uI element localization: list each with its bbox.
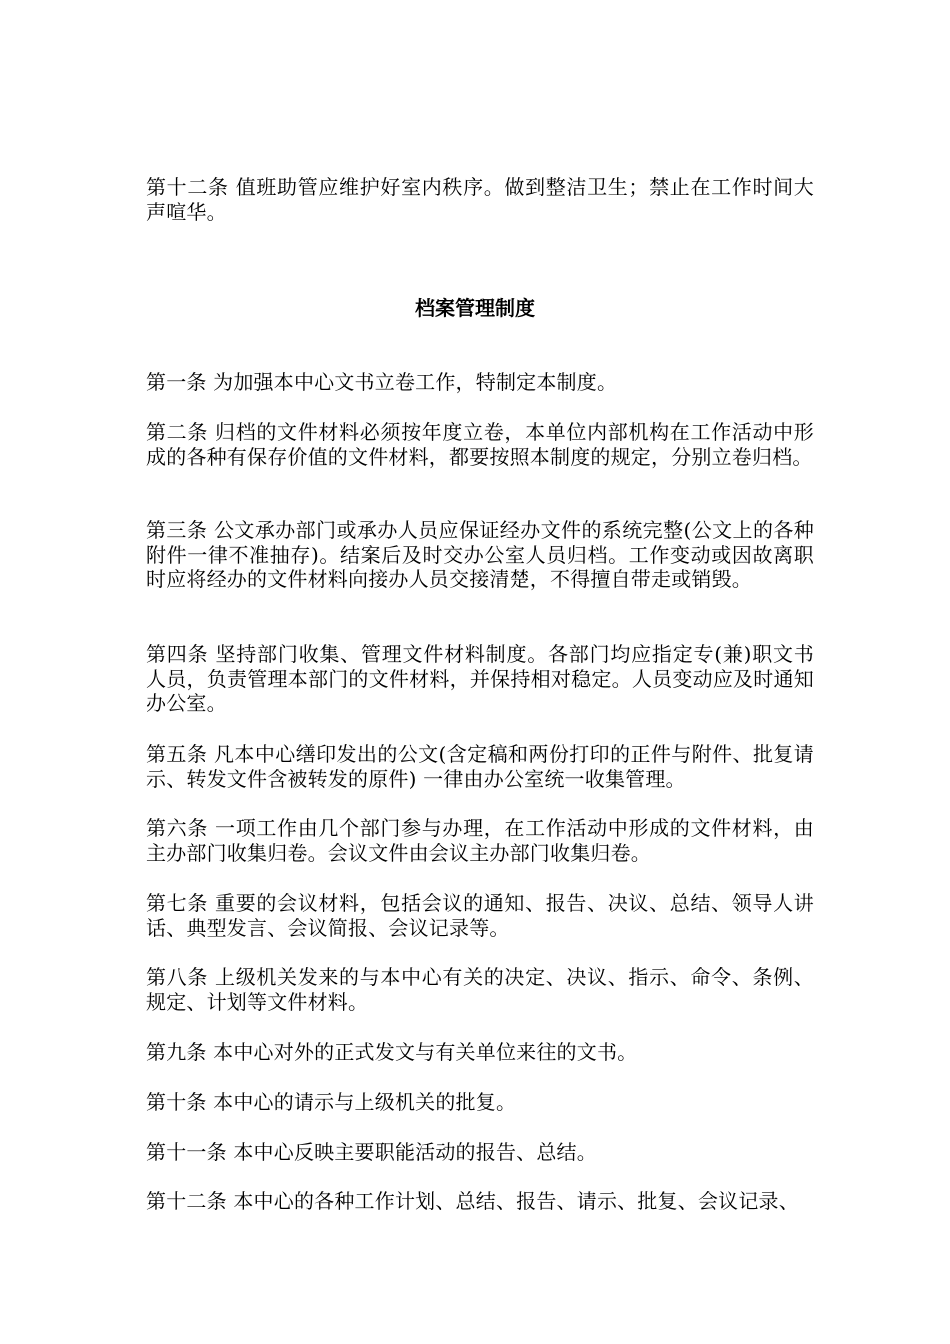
article-6: 第六条 一项工作由几个部门参与办理，在工作活动中形成的文件材料，由主办部门收集归卷。会议文件由会议主办部门收集归卷。	[146, 816, 814, 865]
article-7: 第七条 重要的会议材料，包括会议的通知、报告、决议、总结、领导人讲话、典型发言、会议简报、会议记录等。	[146, 891, 814, 940]
article-1: 第一条 为加强本中心文书立卷工作，特制定本制度。	[146, 370, 618, 394]
article-8: 第八条 上级机关发来的与本中心有关的决定、决议、指示、命令、条例、规定、计划等文件材料。	[146, 965, 814, 1014]
intro-article: 第十二条 值班助管应维护好室内秩序。做到整洁卫生；禁止在工作时间大声喧华。	[146, 175, 814, 224]
section-title: 档案管理制度	[415, 296, 535, 320]
article-9: 第九条 本中心对外的正式发文与有关单位来往的文书。	[146, 1040, 638, 1064]
article-2: 第二条 归档的文件材料必须按年度立卷，本单位内部机构在工作活动中形成的各种有保存价值的文件材料，都要按照本制度的规定，分别立卷归档。	[146, 420, 814, 469]
article-12: 第十二条 本中心的各种工作计划、总结、报告、请示、批复、会议记录、	[146, 1189, 799, 1213]
article-3: 第三条 公文承办部门或承办人员应保证经办文件的系统完整(公文上的各种附件一律不准抽存)。结案后及时交办公室人员归档。工作变动或因故离职时应将经办的文件材料向接办人员交接清楚，不得擅自带走或销毁。	[146, 518, 814, 591]
article-5: 第五条 凡本中心缮印发出的公文(含定稿和两份打印的正件与附件、批复请示、转发文件含被转发的原件) 一律由办公室统一收集管理。	[146, 742, 814, 791]
article-10: 第十条 本中心的请示与上级机关的批复。	[146, 1090, 517, 1114]
article-4: 第四条 坚持部门收集、管理文件材料制度。各部门均应指定专(兼)职文书人员，负责管理本部门的文件材料，并保持相对稳定。人员变动应及时通知办公室。	[146, 642, 814, 715]
article-11: 第十一条 本中心反映主要职能活动的报告、总结。	[146, 1140, 597, 1164]
